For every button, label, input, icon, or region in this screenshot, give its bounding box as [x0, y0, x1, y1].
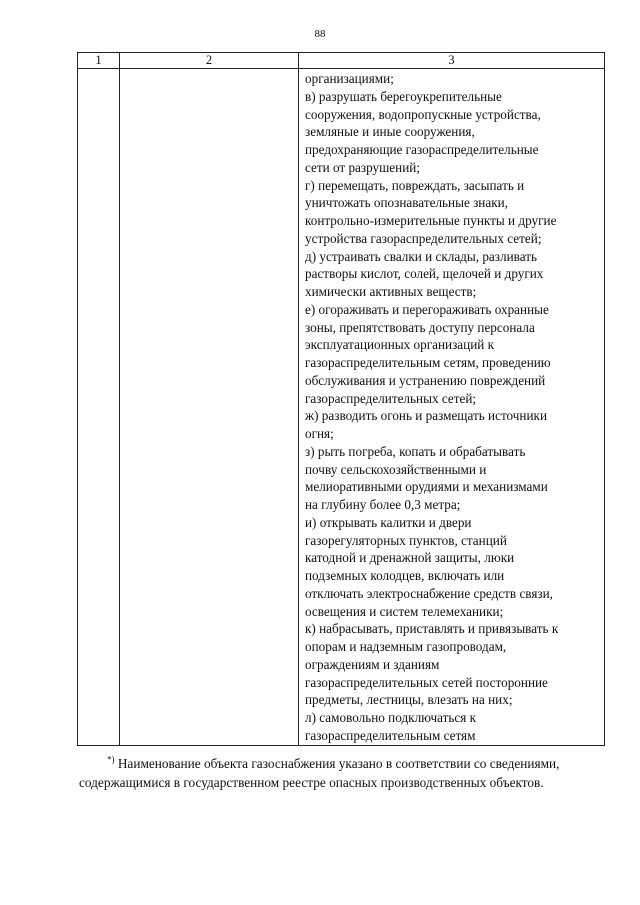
table-row — [78, 69, 605, 746]
text-line: газораспределительных сетей посторонние — [305, 674, 548, 690]
text-line: устройства газораспределительных сетей; — [305, 230, 542, 246]
text-line: д) устраивать свалки и склады, разливать — [305, 248, 537, 264]
text-line: к) набрасывать, приставлять и привязывать к — [305, 621, 559, 637]
text-line: растворы кислот, солей, щелочей и других — [305, 266, 544, 282]
content-table — [77, 52, 605, 746]
text-line: на глубину более 0,3 метра; — [305, 497, 461, 512]
footnote-marker: *) — [107, 754, 115, 765]
text-line: г) перемещать, повреждать, засыпать и — [305, 177, 525, 193]
table-cell-col2 — [120, 69, 299, 746]
text-line: опорам и надземным газопроводам, — [305, 639, 507, 654]
column-header-3: 3 — [299, 53, 605, 69]
text-line: почву сельскохозяйственными и — [305, 461, 487, 477]
text-line: химически активных веществ; — [305, 284, 477, 299]
footnote-line-1 — [79, 754, 639, 773]
text-line: освещения и систем телемеханики; — [305, 603, 504, 619]
text-line: эксплуатационных организаций к — [305, 337, 495, 353]
text-line: земляные и иные сооружения, — [305, 124, 475, 140]
text-line: газораспределительным сетям, проведению — [305, 355, 551, 370]
column-header-1: 1 — [78, 53, 120, 69]
text-line: и) открывать калитки и двери — [305, 514, 472, 530]
prohibitions-list — [305, 70, 604, 745]
text-line: газорегуляторных пунктов, станций — [305, 532, 507, 548]
text-line: мелиоративными орудиями и механизмами — [305, 479, 548, 495]
table-header-row — [78, 53, 605, 69]
page-number: 88 — [314, 28, 326, 40]
footnote — [79, 754, 639, 792]
text-line: организациями; — [305, 71, 394, 86]
text-line: уничтожать опознавательные знаки, — [305, 195, 508, 211]
text-line: сети от разрушений; — [305, 159, 420, 175]
text-line: сооружения, водопропускные устройства, — [305, 106, 541, 122]
text-line: подземных колодцев, включать или — [305, 568, 505, 583]
text-line: газораспределительных сетей; — [305, 390, 477, 406]
footnote-line-2: содержащимися в государственном реестре опасных производственных объектов. — [79, 775, 544, 790]
text-line: ограждениям и зданиям — [305, 656, 440, 672]
text-line: газораспределительным сетям — [305, 727, 476, 743]
text-line: огня; — [305, 426, 334, 441]
text-line: катодной и дренажной защиты, люки — [305, 550, 515, 566]
text-line: отключать электроснабжение средств связи, — [305, 585, 553, 601]
text-line: л) самовольно подключаться к — [305, 710, 477, 725]
column-header-2: 2 — [120, 53, 299, 69]
footnote-text-1: Наименование объекта газоснабжения указано в соответствии со сведениями, — [117, 756, 560, 771]
table-cell-col3 — [299, 69, 605, 746]
text-line: зоны, препятствовать доступу персонала — [305, 319, 535, 335]
text-line: обслуживания и устранению повреждений — [305, 372, 546, 388]
text-line: в) разрушать берегоукрепительные — [305, 88, 502, 104]
text-line: з) рыть погреба, копать и обрабатывать — [305, 443, 526, 459]
text-line: ж) разводить огонь и размещать источники — [305, 408, 548, 424]
text-line: е) огораживать и перегораживать охранные — [305, 301, 549, 317]
text-line: предохраняющие газораспределительные — [305, 142, 539, 157]
text-line: предметы, лестницы, влезать на них; — [305, 692, 513, 708]
text-line: контрольно-измерительные пункты и другие — [305, 213, 557, 228]
table-cell-col1 — [78, 69, 120, 746]
